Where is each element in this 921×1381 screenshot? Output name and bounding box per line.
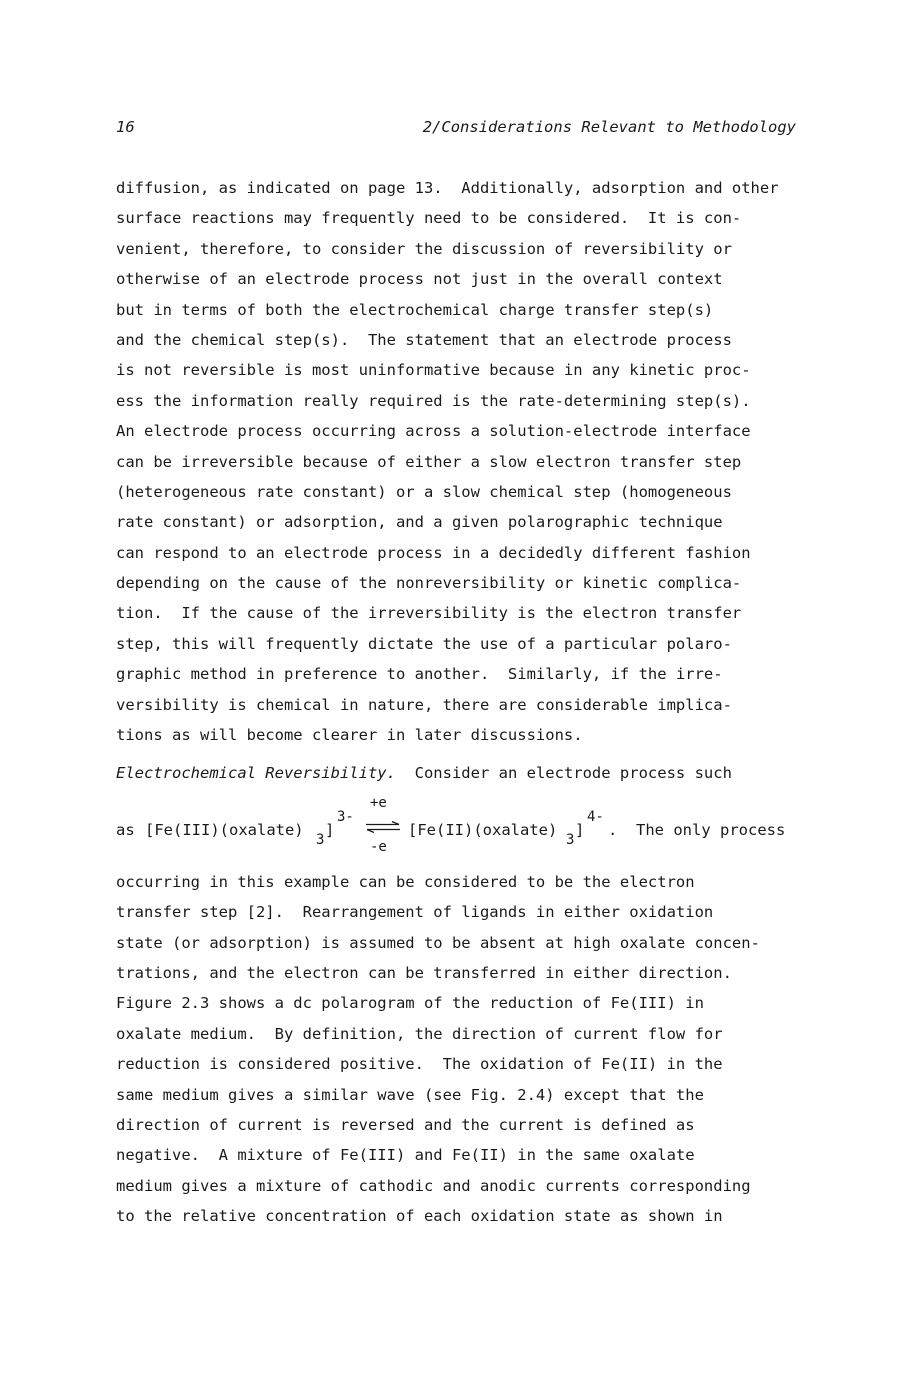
paragraph-gap bbox=[116, 754, 836, 762]
left-subscript: 3 bbox=[316, 831, 325, 848]
running-head bbox=[116, 118, 796, 140]
right-subscript: 3 bbox=[566, 831, 575, 848]
text-line: can respond to an electrode process in a decidedly different fashion bbox=[116, 543, 751, 562]
paragraph-1 bbox=[116, 177, 836, 754]
text-line: same medium gives a similar wave (see Fig. 2.4) except that the bbox=[116, 1085, 704, 1104]
text-line: direction of current is reversed and the current is defined as bbox=[116, 1115, 695, 1134]
running-title: 2/Considerations Relevant to Methodology bbox=[422, 118, 796, 136]
equation-trailing-text: The only process bbox=[636, 820, 786, 839]
text-line: versibility is chemical in nature, there are considerable implica- bbox=[116, 695, 732, 714]
text-line: transfer step [2]. Rearrangement of ligands in either oxidation bbox=[116, 903, 714, 922]
text-line: can be irreversible because of either a slow electron transfer step bbox=[116, 452, 742, 471]
text-line: and the chemical step(s). The statement that an electrode process bbox=[116, 330, 732, 349]
left-charge: 3- bbox=[337, 808, 354, 825]
right-charge: 4- bbox=[587, 808, 604, 825]
text-line: graphic method in preference to another. Similarly, if the irre- bbox=[116, 665, 723, 684]
left-species: [Fe(III)(oxalate) bbox=[145, 820, 304, 839]
right-bracket: ] bbox=[575, 820, 585, 839]
text-line: is not reversible is most uninformative because in any kinetic proc- bbox=[116, 361, 751, 380]
redox-equation bbox=[116, 793, 836, 871]
equation-period: . bbox=[608, 820, 618, 839]
text-line: tion. If the cause of the irreversibility is the electron transfer bbox=[116, 604, 742, 623]
text-line: tions as will become clearer in later discussions. bbox=[116, 726, 583, 745]
text-line: depending on the cause of the nonreversibility or kinetic complica- bbox=[116, 574, 742, 593]
equation-lead: as bbox=[116, 820, 144, 839]
text-line: trations, and the electron can be transferred in either direction. bbox=[116, 963, 732, 982]
text-line: Figure 2.3 shows a dc polarogram of the reduction of Fe(III) in bbox=[116, 994, 704, 1013]
text-line: reduction is considered positive. The oxidation of Fe(II) in the bbox=[116, 1055, 723, 1074]
forward-electron-label: +e bbox=[370, 794, 387, 811]
text-line: (heterogeneous rate constant) or a slow chemical step (homogeneous bbox=[116, 482, 732, 501]
text-line: but in terms of both the electrochemical charge transfer step(s) bbox=[116, 300, 714, 319]
equilibrium-arrow-icon bbox=[365, 821, 401, 833]
section-first-line bbox=[116, 762, 836, 792]
text-line: venient, therefore, to consider the discussion of reversibility or bbox=[116, 239, 732, 258]
body-text bbox=[116, 177, 836, 1236]
left-bracket: ] bbox=[325, 820, 335, 839]
section-heading: Electrochemical Reversibility. bbox=[116, 764, 396, 783]
text-line: An electrode process occurring across a solution-electrode interface bbox=[116, 422, 751, 441]
text-line: to the relative concentration of each oxidation state as shown in bbox=[116, 1207, 723, 1226]
page-number: 16 bbox=[116, 118, 135, 136]
paragraph-2 bbox=[116, 871, 836, 1236]
right-species: [Fe(II)(oxalate) bbox=[408, 820, 558, 839]
text-line: state (or adsorption) is assumed to be absent at high oxalate concen- bbox=[116, 933, 760, 952]
text-line: step, this will frequently dictate the use of a particular polaro- bbox=[116, 634, 732, 653]
text-line: negative. A mixture of Fe(III) and Fe(II) in the same oxalate bbox=[116, 1146, 695, 1165]
text-line: ess the information really required is the rate-determining step(s). bbox=[116, 391, 751, 410]
text-line: medium gives a mixture of cathodic and anodic currents corresponding bbox=[116, 1176, 751, 1195]
reverse-electron-label: -e bbox=[370, 838, 387, 855]
text-line: otherwise of an electrode process not just in the overall context bbox=[116, 270, 723, 289]
text-line: oxalate medium. By definition, the direction of current flow for bbox=[116, 1024, 723, 1043]
section-first-line-text: Consider an electrode process such bbox=[395, 764, 732, 783]
text-line: surface reactions may frequently need to be considered. It is con- bbox=[116, 209, 742, 228]
text-line: diffusion, as indicated on page 13. Additionally, adsorption and other bbox=[116, 179, 779, 197]
text-line: occurring in this example can be considered to be the electron bbox=[116, 872, 695, 891]
text-line: rate constant) or adsorption, and a given polarographic technique bbox=[116, 513, 723, 532]
